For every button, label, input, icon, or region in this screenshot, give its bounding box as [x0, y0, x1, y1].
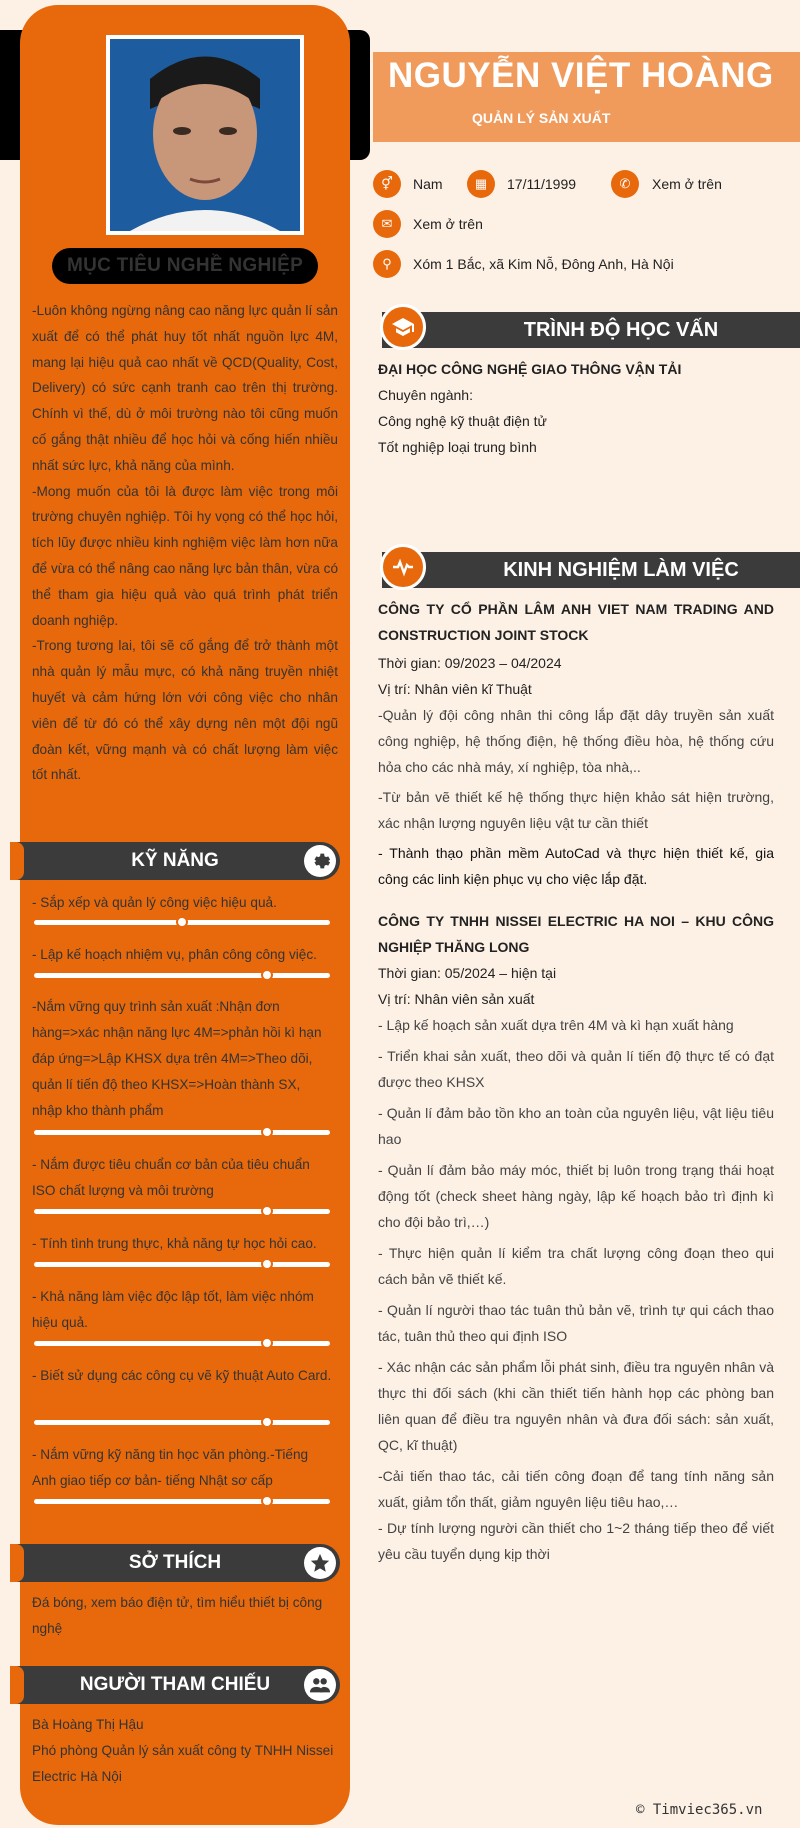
email-icon: ✉: [373, 210, 401, 238]
job-time: Thời gian: 05/2024 – hiện tại: [378, 965, 557, 981]
profile-photo: [106, 35, 304, 235]
skill-bar: [34, 1209, 330, 1214]
footer-watermark: © Timviec365.vn: [636, 1802, 763, 1818]
job-2: [378, 908, 774, 1567]
skills-title: KỸ NĂNG: [131, 850, 219, 871]
star-icon: [304, 1547, 336, 1579]
skill-bar: [34, 973, 330, 978]
gear-icon: [304, 845, 336, 877]
candidate-name: NGUYỄN VIỆT HOÀNG: [388, 56, 774, 95]
hobbies-title: SỞ THÍCH: [128, 1552, 222, 1573]
header-tab: [10, 842, 24, 880]
pulse-icon: [380, 544, 426, 590]
job-duty: - Quản lí đảm bảo tồn kho an toàn của nguyên liệu, vật liệu tiêu hao: [378, 1105, 774, 1147]
school-name: ĐẠI HỌC CÔNG NGHỆ GIAO THÔNG VẬN TẢI: [378, 361, 682, 377]
skill-bar: [34, 1262, 330, 1267]
major: Công nghệ kỹ thuật điện tử: [378, 413, 547, 429]
major-label: Chuyên ngành:: [378, 387, 473, 403]
objective-paragraph: -Trong tương lai, tôi sẽ cố gắng để trở thành một nhà quản lý mẫu mực, có khả năng truyền nhiệt huyết và cảm hứng lớn với công việc cho nhân viên để từ đó có thể xây dựng nên một đội ngũ đoàn kết, vững mạnh và có chất lượng làm việc tốt nhất.: [32, 638, 338, 783]
phone-icon: ✆: [611, 170, 639, 198]
job-time: Thời gian: 09/2023 – 04/2024: [378, 655, 562, 671]
job-1: [378, 596, 774, 892]
skill-item: - Nắm vững kỹ năng tin học văn phòng.-Tiếng Anh giao tiếp cơ bản- tiếng Nhật sơ cấp: [32, 1447, 309, 1488]
calendar-icon: ▦: [467, 170, 495, 198]
job-duty: - Quản lí người thao tác tuân thủ bản vẽ, trình tự qui cách thao tác, tuân thủ theo qui định ISO: [378, 1302, 774, 1344]
skill-item: - Biết sử dụng các công cụ vẽ kỹ thuật Auto Card.: [32, 1368, 332, 1383]
address: Xóm 1 Bắc, xã Kim Nỗ, Đông Anh, Hà Nội: [413, 256, 674, 272]
job-position: Vị trí: Nhân viên kĩ Thuật: [378, 681, 532, 697]
objective-paragraph: -Luôn không ngừng nâng cao năng lực quản lí sản xuất để có thể phát huy tốt nhất nguồn lực 4M, mang lại hiệu quả cao nhất về QCD(Quality, Cost, Delivery) có sức cạnh tranh cao trên thị trường. Chính vì thế, dù ở môi trường nào tôi cũng muốn cố gắng thật nhiều để học hỏi và cống hiến nhiều nhất sức lực, khả năng của mình.: [32, 303, 338, 473]
job-duty: -Từ bản vẽ thiết kế hệ thống thực hiện khảo sát hiện trường, xác nhận lượng nguyên liệu vật tư cần thiết: [378, 789, 774, 831]
job-duty: - Lập kế hoạch sản xuất dựa trên 4M và kì hạn xuất hàng: [378, 1017, 734, 1033]
job-duty: - Thành thạo phần mềm AutoCad và thực hiện thiết kế, gia công các linh kiện phục vụ cho việc lắp đặt.: [378, 845, 774, 887]
experience-title: KINH NGHIỆM LÀM VIỆC: [503, 559, 739, 581]
hobbies-header: [10, 1544, 340, 1582]
date-of-birth: 17/11/1999: [507, 176, 577, 192]
skill-item: - Khả năng làm việc độc lập tốt, làm việc nhóm hiệu quả.: [32, 1289, 314, 1330]
job-duty: -Quản lý đội công nhân thi công lắp đặt dây truyền sản xuất công nghiệp, hệ thống điện, hệ thống điều hòa, hệ thống cứu hỏa cho các nhà máy, xí nghiệp, tòa nhà,..: [378, 707, 774, 775]
header-tab: [10, 1666, 24, 1704]
grade: Tốt nghiệp loại trung bình: [378, 439, 537, 455]
skill-bar: [34, 1130, 330, 1135]
company-name: CÔNG TY CỔ PHẦN LÂM ANH VIET NAM TRADING AND CONSTRUCTION JOINT STOCK: [378, 601, 774, 643]
experience-header: [382, 552, 800, 588]
graduation-cap-icon: [380, 304, 426, 350]
company-name: CÔNG TY TNHH NISSEI ELECTRIC HA NOI – KHU CÔNG NGHIỆP THĂNG LONG: [378, 913, 774, 955]
email: Xem ở trên: [413, 216, 483, 232]
objective-text: [32, 298, 338, 788]
skill-bar: [34, 920, 330, 925]
skill-bar: [34, 1341, 330, 1346]
skill-item: - Lập kế hoạch nhiệm vụ, phân công công việc.: [32, 947, 317, 962]
job-position: Vị trí: Nhân viên sản xuất: [378, 991, 535, 1007]
header-tab: [10, 1544, 24, 1582]
gender: Nam: [413, 176, 443, 192]
gender-icon: ⚥: [373, 170, 401, 198]
skill-item: -Nắm vững quy trình sản xuất :Nhận đơn hàng=>xác nhận năng lực 4M=>phản hồi kì hạn đáp ứng=>Lập KHSX dựa trên 4M=>Theo dõi, quản lí tiến độ theo KHSX=>Hoàn thành SX, nhập kho thành phẩm: [32, 999, 322, 1118]
job-duty: - Dự tính lượng người cần thiết cho 1~2 tháng tiếp theo để viết yêu cầu tuyển dụng kịp thời: [378, 1520, 774, 1562]
references-header: [10, 1666, 340, 1704]
skill-bar: [34, 1499, 330, 1504]
skill-item: - Nắm được tiêu chuẩn cơ bản của tiêu chuẩn ISO chất lượng và môi trường: [32, 1157, 310, 1198]
education-details: [378, 356, 774, 460]
skill-level-dot: [176, 916, 188, 928]
job-duty: -Cải tiến thao tác, cải tiến công đoạn để tang tính năng sản xuất, giảm tổn thất, giảm nguyên liệu tiêu hao,…: [378, 1468, 774, 1510]
education-header: [382, 312, 800, 348]
phone: Xem ở trên: [652, 176, 722, 192]
job-duty: - Triển khai sản xuất, theo dõi và quản lí tiến độ thực tế có đạt được theo KHSX: [378, 1048, 774, 1090]
education-title: TRÌNH ĐỘ HỌC VẤN: [523, 319, 719, 341]
skill-bar: [34, 1420, 330, 1425]
location-icon: ⚲: [373, 250, 401, 278]
job-duty: - Thực hiện quản lí kiểm tra chất lượng công đoạn theo qui cách bản vẽ thiết kế.: [378, 1245, 774, 1287]
job-duty: - Xác nhận các sản phẩm lỗi phát sinh, điều tra nguyên nhân và thực thi đối sách (khi cần thiết tiến hành họp các phòng ban liên quan để điều tra nguyên nhân và đưa đối sách: sản xuất, QC, kĩ thuật): [378, 1359, 774, 1453]
reference-position: Phó phòng Quản lý sản xuất công ty TNHH Nissei Electric Hà Nội: [32, 1743, 334, 1784]
candidate-role: QUẢN LÝ SẢN XUẤT: [472, 110, 611, 126]
job-duty: - Quản lí đảm bảo máy móc, thiết bị luôn trong trạng thái hoạt động tốt (check sheet hàng ngày, lập kế hoạch bảo trì định kì cho đội bảo trì,…): [378, 1162, 774, 1230]
objective-title: MỤC TIÊU NGHỀ NGHIỆP: [52, 248, 318, 284]
reference-name: Bà Hoàng Thị Hậu: [32, 1717, 144, 1732]
skill-item: - Sắp xếp và quản lý công việc hiệu quả.: [32, 895, 277, 910]
skills-header: [10, 842, 340, 880]
skill-item: - Tính tình trung thực, khả năng tự học hỏi cao.: [32, 1236, 317, 1251]
objective-paragraph: -Mong muốn của tôi là được làm việc trong môi trường chuyên nghiệp. Tôi hy vọng có thể học hỏi, tích lũy được nhiều kinh nghiệm việc làm hơn nữa để vừa có thể nâng cao năng lực bản thân, vừa có thể tham gia hiệu quả vào quá trình phát triển doanh nghiệp.: [32, 483, 338, 628]
hobbies-text: Đá bóng, xem báo điện tử, tìm hiểu thiết bị công nghệ: [32, 1595, 323, 1636]
people-icon: [304, 1669, 336, 1701]
references-title: NGƯỜI THAM CHIẾU: [79, 1674, 271, 1695]
